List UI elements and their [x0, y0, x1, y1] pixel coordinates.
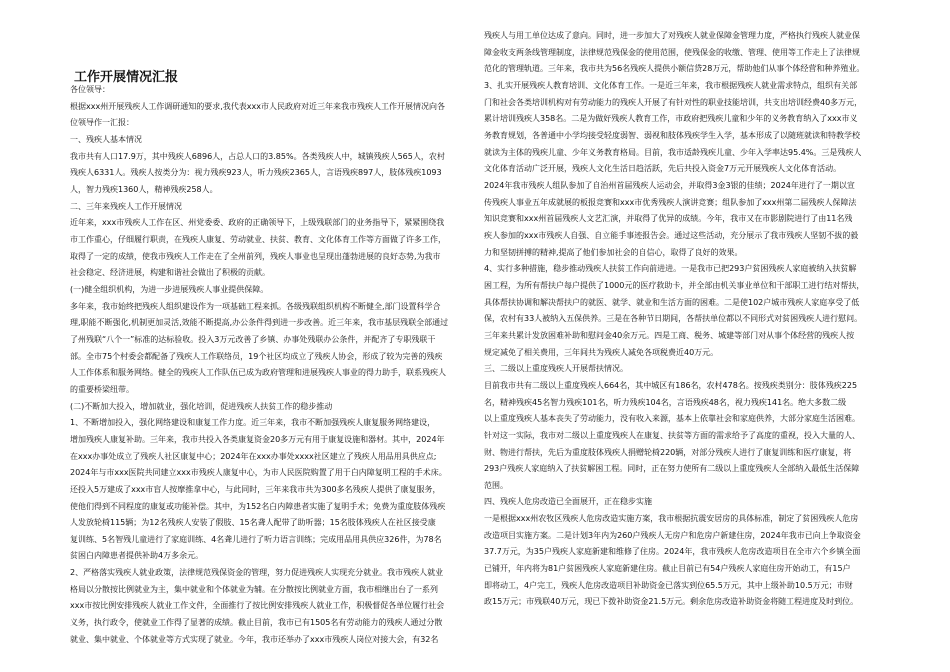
- text-line: 人，智力残疾1360人，精神残疾258人。: [70, 184, 218, 194]
- text-line: 传残疾人事业五年成就展的板报竞赛和xxx市优秀残疾人演讲竞赛；组队参加了xxx州第二届残疾人保障法: [484, 197, 857, 207]
- text-line: 务教育规划，各普通中小学均接受轻度弱智、弱视和肢体残疾学生入学，基本形成了以随班就读和特教学校: [484, 130, 860, 140]
- text-line: 37.7万元，为35户残疾人家庭新建和维修了住房。2024年，我市残疾人危房改造项目在全市六个乡镇全面: [484, 547, 861, 557]
- text-line: 针对这一实际，我市对二级以上重度残疾人在康复、扶贫等方面的需求给予了高度的重视，投入大量的人、: [484, 430, 860, 440]
- text-line: 社会稳定、经济进展，构建和谐社会做出了积极的贡献。: [70, 268, 270, 278]
- text-line: 多年来，我市始终把残疾人组织建设作为一项基础工程来抓。各级残联组织机构不断健全,部门设置科学合: [70, 301, 441, 311]
- text-line: 义务，执行政令，使就业工作得了显著的成绩。截止目前，我市已有1505名有劳动能力的残疾人通过分散: [70, 618, 443, 628]
- text-line: 增加残疾人康复补助。三年来，我市共投入各类康复资金20多万元有用于康复设施和器材。其中，2024年: [70, 434, 445, 444]
- text-line: 2024年我市残疾人组队参加了自治州首届残疾人运动会，并取得3金3银的佳绩；2024年进行了一期以宣: [484, 180, 855, 190]
- text-line: 范化的管理轨道。三年来，我市共为56名残疾人提供小额信贷28万元，帮助他们从事个体经营和种养殖业。: [484, 64, 865, 74]
- text-line: 政15万元；市残联40万元，现已下拨补助资金21.5万元。剩余危房改造补助资金将随工程进度及时到位。: [484, 597, 859, 607]
- text-line: 3、扎实开展残疾人教育培训、文化体育工作。一是近三年来，我市根据残疾人就业需求特点，组织有关部: [484, 80, 858, 90]
- text-line: 四、残疾人危房改造已全面展开，正在稳步实施: [484, 497, 652, 507]
- text-line: 目前我市共有二级以上重度残疾人664名，其中城区有186名，农村478名。按残疾类别分：肢体残疾225: [484, 380, 858, 390]
- text-line: 文化体育活动广泛开展，残疾人文化生活日趋活跃，先后共投入资金7万元开展残疾人文化体育活动。: [484, 164, 842, 174]
- text-line: 一是根据xxx州农牧区残疾人危房改造实施方案，我市根据抗震安居房的具体标准，制定了贫困残疾人危房: [484, 514, 859, 524]
- text-line: 三年来共累计发放困难补助和慰问金40余万元。四是工商、税务、城建等部门对从事个体经营的残疾人按: [484, 330, 855, 340]
- text-line: 理,职能不断强化,机制更加灵活,效能不断提高,办公条件得到进一步改善。近三年来，我市基层残联全部通过: [70, 318, 449, 328]
- text-line: 就读为主体的残疾儿童、少年义务教育格局。目前，我市适龄残疾儿童、少年入学率达95.4%。三是残疾人: [484, 147, 862, 157]
- text-line: 还投入5万建成了xxx市盲人按摩推拿中心，与此同时，三年来我市共为300多名残疾人提供了康复服务，: [70, 484, 441, 494]
- text-line: 市工作重心，仔细履行职责，在残疾人康复、劳动就业、扶贫、教育、文化体育工作等方面做了许多工作，: [70, 234, 446, 244]
- text-line: 我市共有人口17.9万，其中残疾人6896人，占总人口的3.85%。各类残疾人中，城镇残疾人565人，农村: [70, 151, 445, 161]
- text-line: 累计培训残疾人358名。二是为做好残疾人教育工作，市政府把残疾儿童和少年的义务教育纳入了xxx市义: [484, 114, 858, 124]
- text-line: 2、严格落实残疾人就业政策，法律规范残保资金的管理，努力促进残疾人实现充分就业。我市残疾人就业: [70, 568, 444, 578]
- text-line: 残疾人与用工单位达成了意向。同时，进一步加大了对残疾人就业保障金管理力度，严格执行残疾人就业保: [484, 31, 860, 40]
- text-line: 位领导作一汇报：: [70, 118, 134, 128]
- text-line: 范围。: [484, 480, 508, 490]
- text-line: 已铺开，年内将为81户贫困残疾人家庭新建住房。截止目前已有54户残疾人家庭住房开始动工，有15户: [484, 564, 851, 574]
- text-line: 根据xxx州开展残疾人工作调研通知的要求,我代表xxx市人民政府对近三年来我市残疾人工作开展情况向各: [70, 101, 445, 111]
- text-line: 保，农村有33人被纳入五保供养。三是在各种节日期间，各帮扶单位都以不同形式对贫困残疾人进行慰问。: [484, 314, 863, 324]
- text-line: 部。全市75个村委会都配备了残疾人工作联络员，19个社区均成立了残疾人协会，形成了较为完善的残疾: [70, 351, 443, 361]
- text-line: 具体帮扶协调和解决帮扶户的就医、就学、就业和生活方面的困难。二是使102户城市残疾人家庭享受了低: [484, 297, 860, 307]
- document-title: 工作开展情况汇报: [74, 70, 179, 85]
- text-line: 规定减免了相关费用，三年间共为残疾人减免各项税费近40万元。: [484, 347, 719, 357]
- text-line: 就业、集中就业、个体就业等方式实现了就业。今年，我市还举办了xxx市残疾人岗位对接大会，有32名: [70, 634, 439, 644]
- text-line: 障金收支两条线管理制度，法律规范残保金的使用范围，使残保金的收缴、管理、使用等工作走上了法律规: [484, 47, 860, 57]
- text-line: 人发放轮椅115辆；为12名残疾人安装了假肢、15名聋人配带了助听器；15名肢体残疾人在社区接受康: [70, 518, 436, 528]
- text-line: 即将动工，4户完工，残疾人危房改造项目补助资金已落实到位65.5万元，其中上级补助10.5万元；市财: [484, 580, 853, 590]
- text-line: 复训练、5名智残儿童进行了家庭训练、4名聋儿进行了听力语言训练；完成用品用具供应326件，为78名: [70, 534, 442, 544]
- text-line: (一)健全组织机构，为进一步进展残疾人事业提供保障。: [70, 284, 269, 294]
- text-line: 各位领导：: [70, 85, 110, 94]
- text-line: 三、二级以上重度残疾人开展帮扶情况。: [484, 364, 628, 374]
- text-line: 取得了一定的成绩，使我市残疾人工作走在了全州前列，残疾人事业也呈现出蓬勃进展的良好态势,为我市: [70, 251, 441, 261]
- text-line: 力和坚韧拼搏的精神,提高了他们参加社会的自信心，取得了良好的效果。: [484, 247, 743, 257]
- text-line: 疾人参加的xxx市残疾人自强、自立能手事迹报告会。通过这些活动，充分展示了我市残疾人坚韧不拔的毅: [484, 230, 859, 240]
- text-line: 近年来，xxx市残疾人工作在区、州党委委、政府的正确领导下，上级残联部门的业务指导下，紧紧围绕我: [70, 218, 445, 228]
- text-line: 一、残疾人基本情况: [70, 134, 142, 144]
- text-line: 使他们得到不同程度的康复或功能补偿。其中，为152名白内障患者实施了复明手术；免费为重度肢体残疾: [70, 501, 446, 511]
- text-line: 在xxx办事处成立了残疾人社区康复中心；2024年在xxx办事处xxxx社区建立了残疾人用品用具供应点;: [70, 451, 437, 461]
- text-line: 门和社会各类培训机构对有劳动能力的残疾人开展了有针对性的职业技能培训，共支出培训经费40多万元，: [484, 97, 863, 107]
- text-line: 二、三年来残疾人工作开展情况: [70, 201, 182, 211]
- text-line: 人工作体系和服务网络。健全的残疾人工作队伍已成为政府管理和进展残疾人事业的得力助手，联系残疾人: [70, 368, 446, 378]
- text-line: 格局以分散按比例就业为主，集中就业和个体就业为辅。在分散按比例就业方面，我市相继出台了一系列: [70, 584, 438, 594]
- text-line: 名，精神残疾45名智力残疾101名，听力残疾104名，言语残疾48名，视力残疾141名。绝大多数二级: [484, 397, 847, 407]
- text-line: 以上重度残疾人基本丧失了劳动能力，没有收入来源，基本上依靠社会和家庭供养，大部分家庭生活困难。: [484, 414, 860, 424]
- text-line: 2024年与市xxx医院共同建立xxx市残疾人康复中心，为市人民医院购置了用于白内障复明工程的手术床。: [70, 468, 447, 478]
- text-line: 293户残疾人家庭纳入了扶贫解困工程。同时，正在努力使所有二级以上重度残疾人全部纳入最低生活保障: [484, 464, 860, 474]
- text-line: 改造项目实施方案。二是计划3年内为260户残疾人无房户和危房户新建住房，2024年我市已向上争取资金: [484, 530, 861, 540]
- text-line: 4、实行多种措施，稳步推动残疾人扶贫工作向前进进。一是我市已把293户贫困残疾人家庭被纳入扶贫解: [484, 264, 857, 274]
- text-line: xxx市按比例安排残疾人就业工作文件，全面推行了按比例安排残疾人就业工作，积极督促各单位履行社会: [70, 601, 445, 611]
- text-line: 的重要桥梁纽带。: [70, 384, 134, 394]
- text-line: (二)不断加大投入，增加就业，强化培训，促进残疾人扶贫工作的稳步推动: [70, 401, 333, 411]
- text-line: 困工程，为所有帮扶户每户提供了1000元的医疗救助卡，并全部由机关事业单位和干部职工进行结对帮扶，: [484, 280, 865, 290]
- text-line: 贫困白内障患者提供补助4万多余元。: [70, 551, 204, 561]
- text-line: 财、物进行帮扶，先后为重度肢体残疾人捐赠轮椅220辆，对部分残疾人进行了康复训练和医疗康复，将: [484, 447, 852, 457]
- text-line: 1、不断增加投入，强化网络建设和康复工作力度。近三年来，我市不断加强残疾人康复服务网络建设，: [70, 418, 436, 428]
- text-line: 残疾人6331人。残疾人按类分为：视力残疾923人，听力残疾2365人，言语残疾897人，肢体残疾1093: [70, 168, 442, 178]
- text-line: 知识竞赛和xxx州首届残疾人文艺汇演，并取得了优异的成绩。今年，我市又在市影剧院进行了由11名残: [484, 214, 853, 224]
- text-line: 了州残联“八个一”标准的达标验收。投入3万元改善了乡镇、办事处残联办公条件，并配齐了专职残联干: [70, 334, 436, 344]
